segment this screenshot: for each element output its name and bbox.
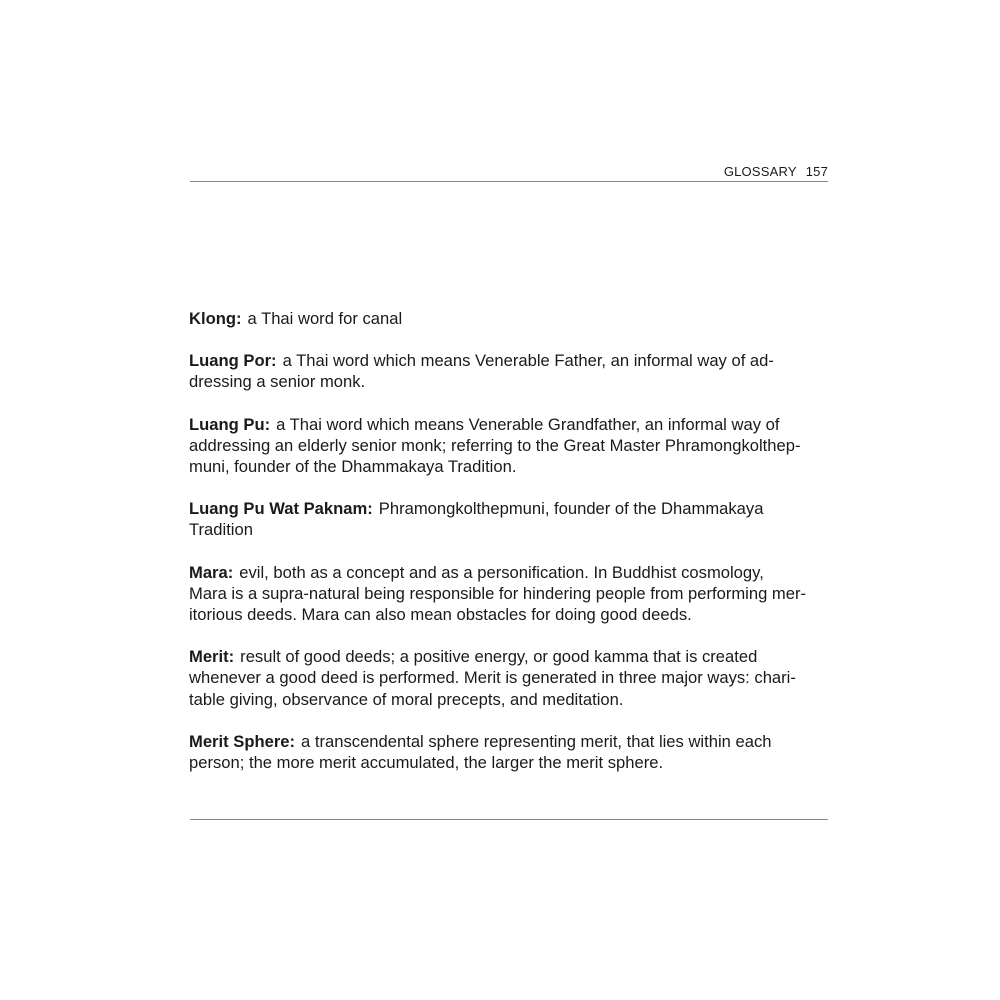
- glossary-definition-line: Phramongkolthepmuni, founder of the Dhammakaya: [378, 499, 764, 519]
- glossary-definition-line: a Thai word which means Venerable Grandfather, an informal way of: [276, 414, 780, 434]
- glossary-entry-mara: [189, 562, 821, 626]
- glossary-list: [189, 308, 821, 794]
- glossary-entry-luang-pu-wat-paknam: [189, 498, 821, 540]
- glossary-term: Merit:: [189, 647, 235, 667]
- glossary-definition-line: whenever a good deed is performed. Merit is generated in three major ways: chari-: [189, 668, 796, 688]
- glossary-definition-line: a Thai word which means Venerable Father, an informal way of ad-: [282, 351, 774, 371]
- glossary-term: Klong:: [189, 309, 242, 328]
- section-title: GLOSSARY: [723, 164, 797, 179]
- page-number: 157: [805, 164, 828, 179]
- glossary-entry-merit: [189, 646, 821, 710]
- footer-rule: [190, 819, 828, 820]
- glossary-entry-luang-pu: [189, 414, 821, 478]
- glossary-definition-line: person; the more merit accumulated, the larger the merit sphere.: [189, 753, 664, 773]
- glossary-term: Luang Por:: [189, 351, 277, 371]
- glossary-definition-line: dressing a senior monk.: [189, 372, 366, 392]
- glossary-term: Luang Pu Wat Paknam:: [189, 499, 373, 519]
- glossary-term: Luang Pu:: [189, 414, 271, 434]
- glossary-definition-line: Tradition: [189, 520, 253, 540]
- glossary-definition-line: a Thai word for canal: [247, 309, 403, 328]
- glossary-definition-line: table giving, observance of moral precepts, and meditation.: [189, 689, 624, 709]
- glossary-definition-line: muni, founder of the Dhammakaya Tradition.: [189, 457, 517, 477]
- glossary-definition-line: Mara is a supra-natural being responsible for hindering people from performing mer-: [189, 583, 807, 603]
- glossary-definition-line: result of good deeds; a positive energy, or good kamma that is created: [240, 647, 758, 667]
- glossary-entry-luang-por: [189, 350, 821, 392]
- glossary-entry-klong: [189, 308, 821, 329]
- glossary-entry-merit-sphere: [189, 731, 821, 773]
- glossary-definition-line: itorious deeds. Mara can also mean obstacles for doing good deeds.: [189, 605, 692, 625]
- glossary-term: Merit Sphere:: [189, 731, 296, 751]
- running-head: [724, 164, 828, 179]
- glossary-definition-line: addressing an elderly senior monk; referring to the Great Master Phramongkolthep-: [189, 435, 801, 455]
- glossary-term: Mara:: [189, 562, 234, 582]
- header-rule: [190, 181, 828, 182]
- glossary-definition-line: a transcendental sphere representing merit, that lies within each: [301, 731, 772, 751]
- glossary-definition-line: evil, both as a concept and as a personification. In Buddhist cosmology,: [239, 562, 764, 582]
